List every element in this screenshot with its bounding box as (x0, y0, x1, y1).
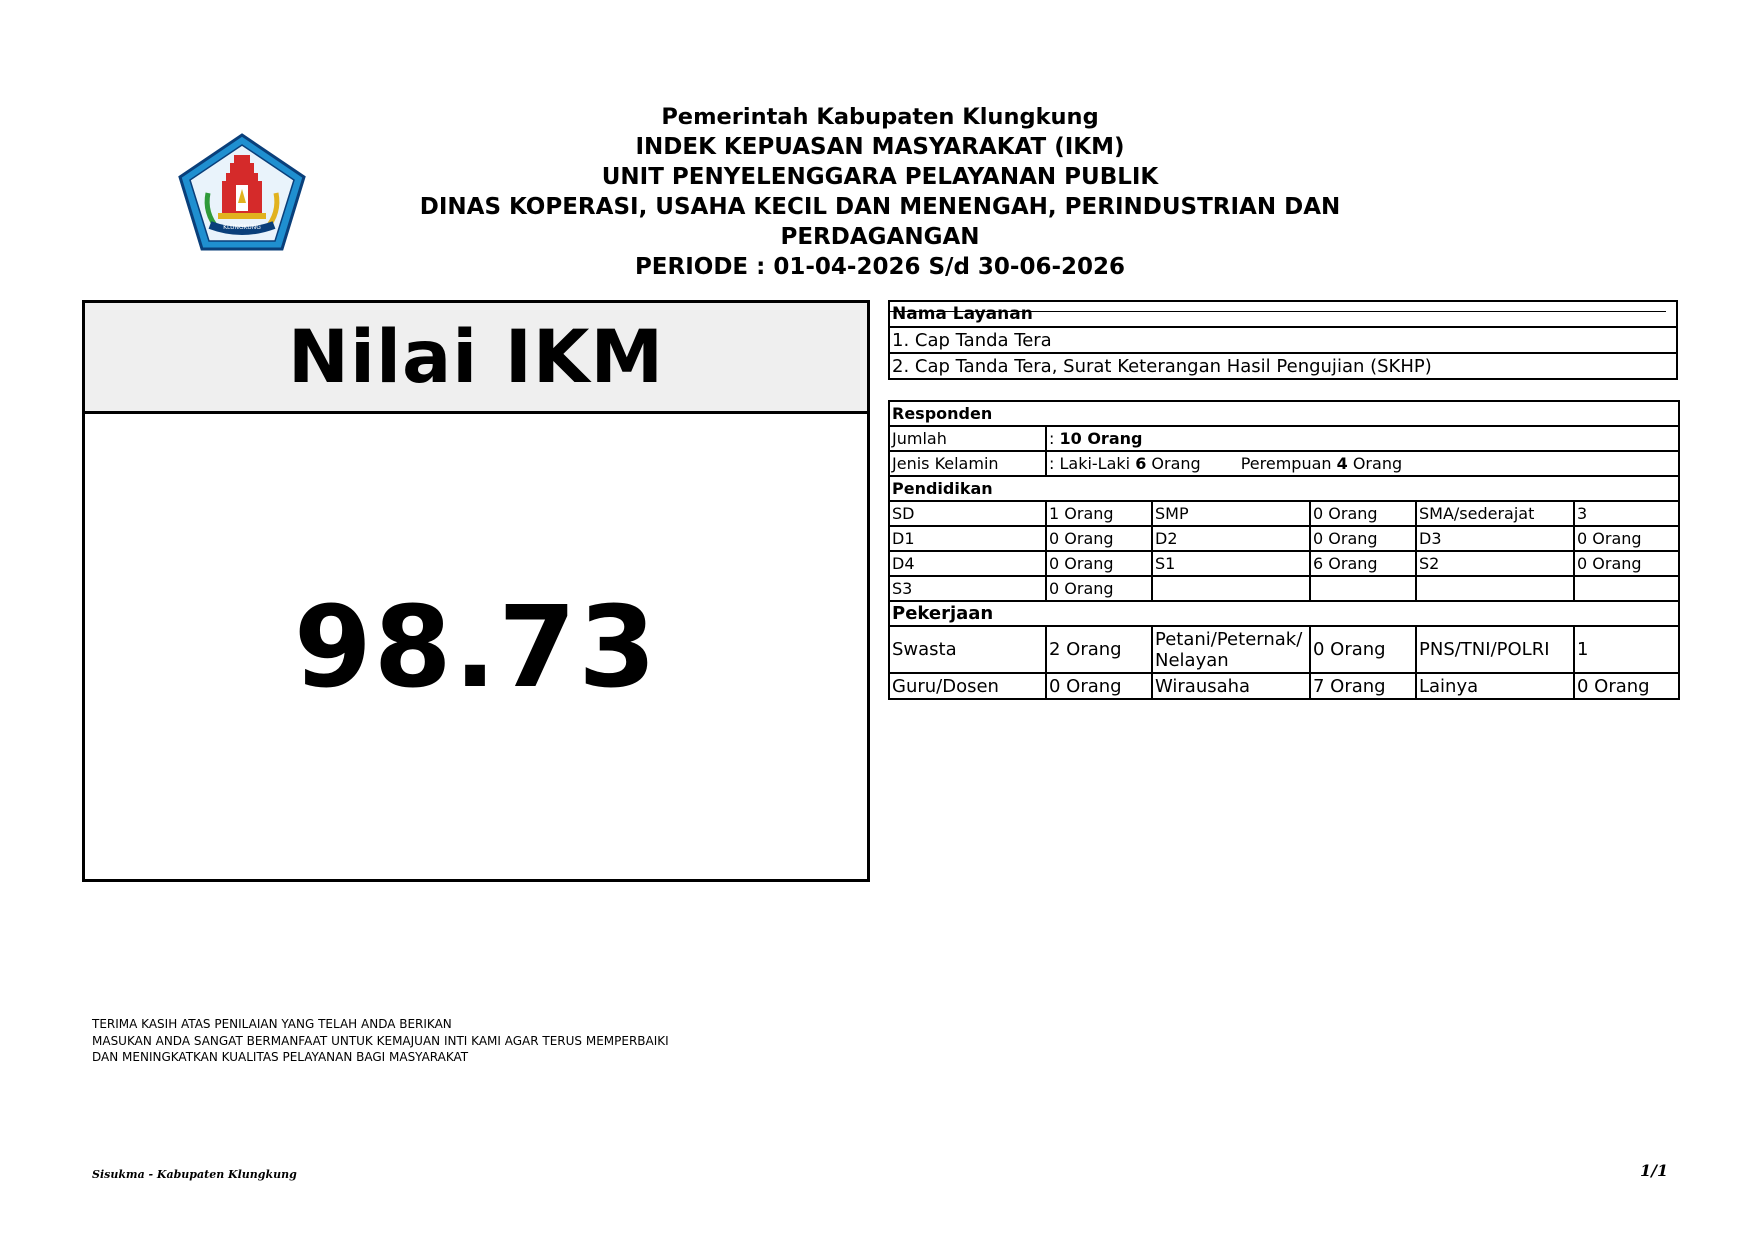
table-cell: 6 Orang (1310, 551, 1416, 576)
klungkung-emblem-logo (178, 133, 306, 253)
table-cell: 7 Orang (1310, 673, 1416, 699)
table-cell: 1 Orang (1046, 501, 1152, 526)
ikm-title: Nilai IKM (85, 303, 867, 414)
table-cell: Wirausaha (1152, 673, 1310, 699)
table-cell: D2 (1152, 526, 1310, 551)
thank-you-message (92, 1016, 669, 1066)
header-line-4: DINAS KOPERASI, USAHA KECIL DAN MENENGAH, PERINDUSTRIAN DAN (419, 194, 1341, 220)
table-cell: Lainya (1416, 673, 1574, 699)
table-cell: Petani/Peternak/ Nelayan (1152, 626, 1310, 673)
page-number: 1/1 (1640, 1161, 1669, 1180)
layanan-header: Nama Layanan (889, 301, 1677, 327)
header-line-3: UNIT PENYELENGGARA PELAYANAN PUBLIK (601, 164, 1159, 190)
layanan-table (888, 300, 1678, 380)
ikm-value: 98.73 (293, 583, 659, 713)
table-cell: 0 Orang (1574, 526, 1679, 551)
responden-header: Responden (889, 401, 1679, 426)
header-periode: PERIODE : 01-04-2026 S/d 30-06-2026 (634, 254, 1126, 280)
footer-source: Sisukma - Kabupaten Klungkung (92, 1168, 297, 1181)
table-cell (1416, 576, 1574, 601)
jumlah-value: : 10 Orang (1046, 426, 1679, 451)
document-header (330, 102, 1430, 282)
table-cell: Guru/Dosen (889, 673, 1046, 699)
footer-message-line: TERIMA KASIH ATAS PENILAIAN YANG TELAH ANDA BERIKAN (92, 1017, 452, 1031)
table-cell: 0 Orang (1574, 551, 1679, 576)
table-cell (1152, 576, 1310, 601)
table-cell: 1 (1574, 626, 1679, 673)
table-cell: S2 (1416, 551, 1574, 576)
jenis-kelamin-label: Jenis Kelamin (889, 451, 1046, 476)
pendidikan-header: Pendidikan (889, 476, 1679, 501)
table-cell: SD (889, 501, 1046, 526)
table-cell: 0 Orang (1310, 526, 1416, 551)
table-cell: PNS/TNI/POLRI (1416, 626, 1574, 673)
layanan-item: 2. Cap Tanda Tera, Surat Keterangan Hasil Pengujian (SKHP) (889, 353, 1677, 379)
header-line-2: INDEK KEPUASAN MASYARAKAT (IKM) (635, 134, 1125, 160)
table-cell: 0 Orang (1574, 673, 1679, 699)
header-line-5: PERDAGANGAN (780, 224, 980, 250)
table-cell: 0 Orang (1046, 576, 1152, 601)
table-cell: 0 Orang (1046, 526, 1152, 551)
pekerjaan-header: Pekerjaan (889, 601, 1679, 626)
responden-table (888, 400, 1680, 700)
table-cell: 0 Orang (1046, 673, 1152, 699)
footer-message-line: MASUKAN ANDA SANGAT BERMANFAAT UNTUK KEMAJUAN INTI KAMI AGAR TERUS MEMPERBAIKI (92, 1033, 669, 1048)
jenis-kelamin-value: : Laki-Laki 6 Orang Perempuan 4 Orang (1046, 451, 1679, 476)
table-row (889, 576, 1679, 601)
layanan-item: 1. Cap Tanda Tera (889, 327, 1677, 353)
table-cell: Swasta (889, 626, 1046, 673)
table-cell: S3 (889, 576, 1046, 601)
table-cell: SMA/sederajat (1416, 501, 1574, 526)
table-row (889, 551, 1679, 576)
table-cell (1310, 576, 1416, 601)
table-cell: D4 (889, 551, 1046, 576)
table-cell (1574, 576, 1679, 601)
ikm-score-box (82, 300, 870, 882)
table-cell: D1 (889, 526, 1046, 551)
table-row (889, 526, 1679, 551)
table-row (889, 501, 1679, 526)
table-cell: 0 Orang (1046, 551, 1152, 576)
table-row (889, 673, 1679, 699)
table-cell: 2 Orang (1046, 626, 1152, 673)
table-cell: SMP (1152, 501, 1310, 526)
table-cell: 0 Orang (1310, 626, 1416, 673)
table-cell: S1 (1152, 551, 1310, 576)
table-cell: 3 (1574, 501, 1679, 526)
table-row (889, 626, 1679, 673)
table-cell: 0 Orang (1310, 501, 1416, 526)
jumlah-label: Jumlah (889, 426, 1046, 451)
table-cell: D3 (1416, 526, 1574, 551)
footer-message-line: DAN MENINGKATKAN KUALITAS PELAYANAN BAGI MASYARAKAT (92, 1050, 469, 1064)
header-line-1: Pemerintah Kabupaten Klungkung (661, 104, 1099, 130)
logo-text: KLUNGKUNG (223, 224, 261, 231)
